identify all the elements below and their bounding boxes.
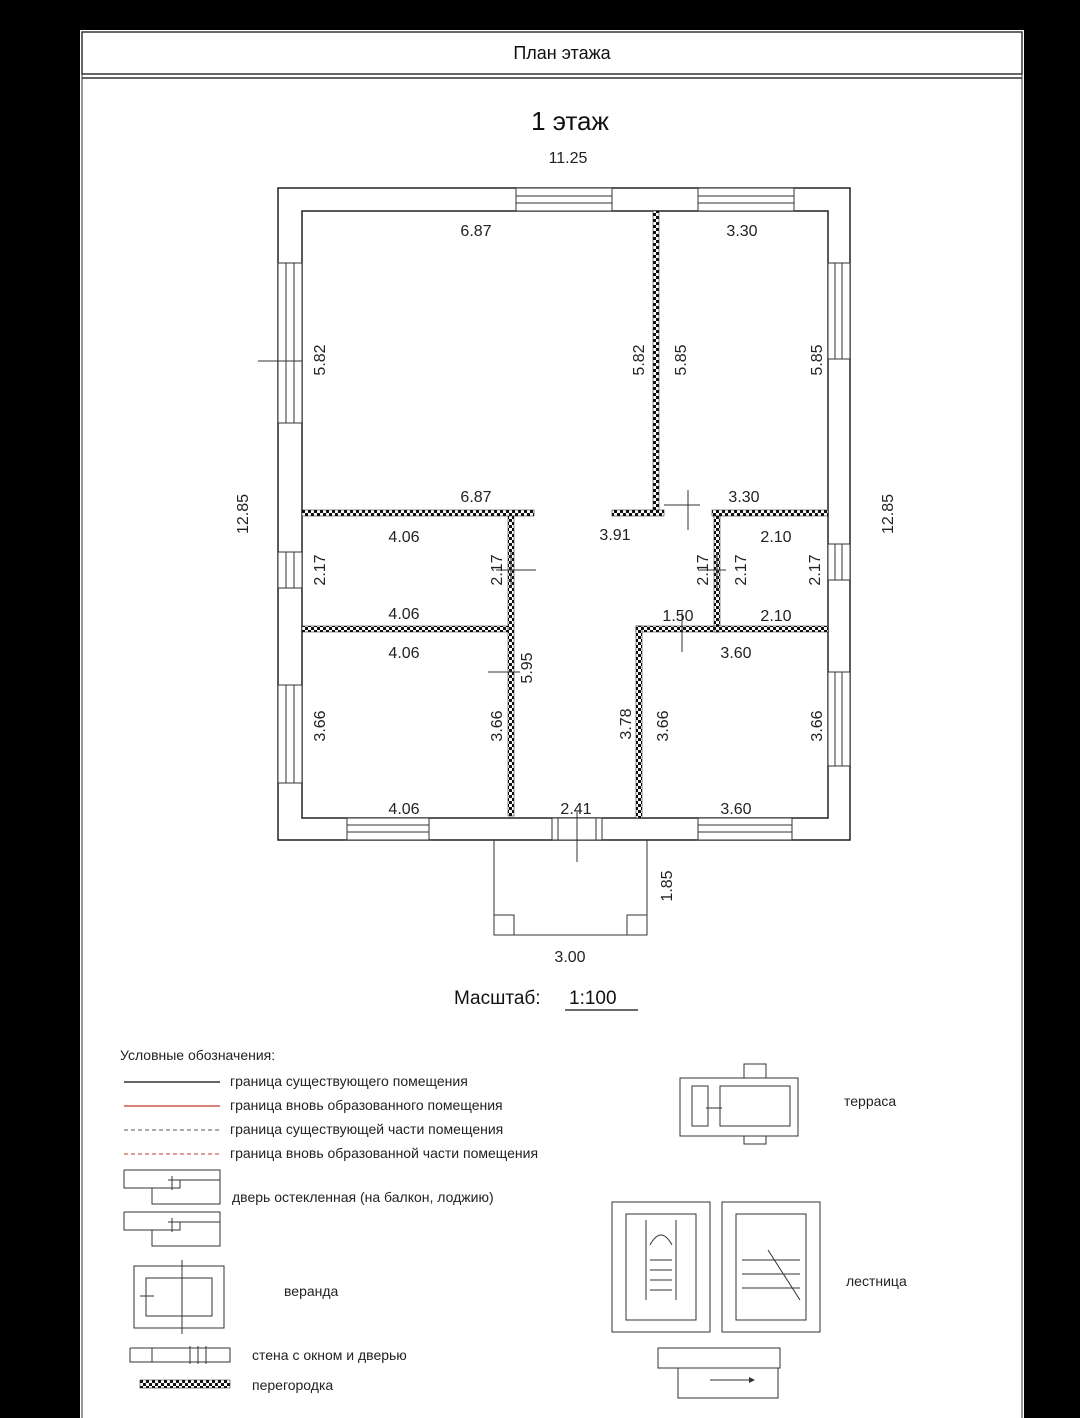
dim-room4-top: 4.06 bbox=[388, 645, 420, 662]
floor-title: 1 этаж bbox=[531, 106, 609, 136]
porch bbox=[494, 840, 647, 935]
dim-corridor-right: 3.78 bbox=[618, 708, 635, 740]
glazed-door-symbol bbox=[124, 1170, 220, 1246]
legend bbox=[120, 1047, 907, 1398]
dim-room6-top: 3.60 bbox=[720, 645, 752, 662]
dim-room3-right: 2.17 bbox=[489, 554, 506, 586]
legend-item-existing-part: граница существующей части помещения bbox=[230, 1121, 504, 1137]
dim-room5-bottom: 2.10 bbox=[760, 608, 792, 625]
legend-item-new-part: граница вновь образованной части помещения bbox=[230, 1145, 539, 1161]
page-title: План этажа bbox=[513, 43, 611, 63]
terrace-symbol bbox=[680, 1064, 798, 1144]
overall-width-dim: 11.25 bbox=[548, 150, 588, 167]
dim-room2-left: 5.85 bbox=[673, 344, 690, 376]
dim-room1-left: 5.82 bbox=[312, 344, 329, 376]
dim-overall-height-right: 12.85 bbox=[880, 493, 897, 535]
drawing-sheet bbox=[80, 30, 1024, 1418]
legend-item-wall-window-door: стена с окном и дверью bbox=[252, 1347, 407, 1363]
floor-plan-drawing bbox=[80, 30, 1024, 1418]
partitions bbox=[302, 211, 828, 818]
scale-block bbox=[454, 988, 638, 1010]
dim-overall-height-left: 12.85 bbox=[235, 493, 252, 535]
scale-value: 1:100 bbox=[569, 988, 617, 1009]
dim-room6-right: 3.66 bbox=[809, 710, 826, 742]
dim-room3-bottom: 4.06 bbox=[388, 606, 420, 623]
dim-hall-width: 3.91 bbox=[599, 527, 631, 544]
dim-porch-depth: 1.85 bbox=[659, 870, 676, 902]
legend-item-veranda: веранда bbox=[284, 1283, 339, 1299]
legend-item-partition: перегородка bbox=[252, 1377, 334, 1393]
dim-corridor-height: 5.95 bbox=[519, 652, 536, 684]
dim-room3-top: 4.06 bbox=[388, 529, 420, 546]
legend-title: Условные обозначения: bbox=[120, 1047, 276, 1063]
dim-corridor-bottom: 2.41 bbox=[560, 801, 592, 818]
dim-room4-bottom: 4.06 bbox=[388, 801, 420, 818]
veranda-symbol bbox=[134, 1260, 224, 1334]
legend-item-terrace: терраса bbox=[844, 1093, 897, 1109]
dimension-labels bbox=[235, 223, 897, 966]
scale-label: Масштаб: bbox=[454, 988, 541, 1009]
dim-room5-right: 2.17 bbox=[807, 554, 824, 586]
dim-room6-left: 3.66 bbox=[655, 710, 672, 742]
dim-room1-top: 6.87 bbox=[460, 223, 492, 240]
dim-vestibule-bottom: 1.50 bbox=[662, 608, 694, 625]
legend-item-glazed-door: дверь остекленная (на балкон, лоджию) bbox=[232, 1189, 494, 1205]
dim-room2-top: 3.30 bbox=[726, 223, 758, 240]
dim-room4-right: 3.66 bbox=[489, 710, 506, 742]
partition-symbol bbox=[140, 1380, 230, 1388]
wall-window-door-symbol bbox=[130, 1346, 230, 1364]
dim-room3-left: 2.17 bbox=[312, 554, 329, 586]
stairs-symbol bbox=[612, 1202, 820, 1398]
dim-room2-right: 5.85 bbox=[809, 344, 826, 376]
legend-item-existing: граница существующего помещения bbox=[230, 1073, 468, 1089]
dim-room1-bottom: 6.87 bbox=[460, 489, 492, 506]
dim-room5-top: 2.10 bbox=[760, 529, 792, 546]
dim-room6-bottom: 3.60 bbox=[720, 801, 752, 818]
dim-vestibule-left: 2.17 bbox=[695, 554, 712, 586]
title-block bbox=[82, 32, 1022, 1418]
legend-item-new: граница вновь образованного помещения bbox=[230, 1097, 503, 1113]
dim-room2-bottom: 3.30 bbox=[728, 489, 760, 506]
legend-item-stairs: лестница bbox=[846, 1273, 907, 1289]
dim-room4-left: 3.66 bbox=[312, 710, 329, 742]
dim-room5-left: 2.17 bbox=[733, 554, 750, 586]
dim-porch-width: 3.00 bbox=[554, 949, 586, 966]
dim-room1-right: 5.82 bbox=[631, 344, 648, 376]
